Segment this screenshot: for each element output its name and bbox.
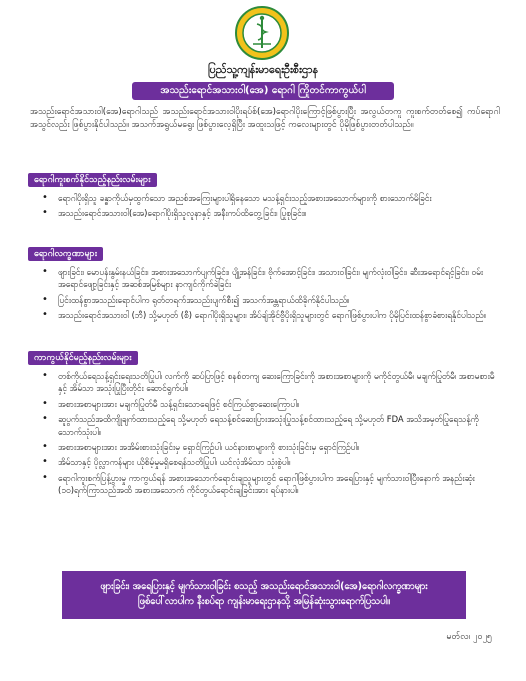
list-item: • အစားအစာများအား အအိမ်းစားသုံးခြင်းမှ ရှောင်ကြဉ်ပါ၊ ယင်နားစာများကို စားသုံးခြင်းမှ ရှောင်ကြဉ်ပါ။ xyxy=(42,441,360,453)
bullet-icon: • xyxy=(42,207,48,219)
prevention-heading: ကာကွယ်နိုင်မည့်နည်းလမ်းများ xyxy=(28,351,138,365)
publication-date: မတ်လ၊ ၂၀၂၅ xyxy=(446,632,492,642)
list-item: • ဖျားခြင်း၊ မောပန်းနွမ်းနယ်ခြင်း၊ အစားအသောက်ပျက်ခြင်း၊ ပျို့အန်ခြင်း၊ ဗိုက်အောင့်ခြင်း၊ အသားဝါခြင်း၊ မျက်လုံးဝါခြင်း၊ ဆီးအရောင်ရင့်ခြင်း၊ ဝမ်းအရောင်ဖျော့ခြင်းနှင့် အဆစ်အမြစ်များ နာကျင်ကိုက်ခဲခြင်း xyxy=(42,266,483,290)
poster-title: အသည်းရောင်အသားဝါ(အေ) ရောဂါ ကြိုတင်ကာကွယ်ပါ xyxy=(132,82,394,100)
bullet-icon: • xyxy=(42,293,48,305)
list-item: • ဆူပွက်သည်အထိကျိုချက်ထားသည့်ရေ သို့မဟုတ် ရေသန့်စင်ဆေးပြားအသုံးပြုသန့်စင်ထားသည့်ရေ သို့မဟုတ် FDA အသိအမှတ်ပြုရေသန့်ကို သောက်သုံးပါ။ xyxy=(42,413,479,437)
warning-line-2: ဖြစ်ပေါ်လာပါက နီးစပ်ရာ ကျန်းမာရေးဌာနသို့ အမြန်ဆုံးသွားရောက်ပြသပါ။ xyxy=(138,596,390,607)
list-item: • ရောဂါကူးစက်ပြန့်ပွားမှု ကာကွယ်ရန် အစားအသောက်ရောင်းချသူများတွင် ရောဂါဖြစ်ပွားပါက အရေပြားနှင့် မျက်သားဝါပြီးနောက် အနည်းဆုံး (၁၀)ရက်ကြာသည်အထိ အစားအသောက် ကိုင်တွယ်ရောင်းချခြင်းအား ရပ်နားပါ။ xyxy=(42,471,475,496)
list-item: • တစ်ကိုယ်ရေသန့်ရှင်းရေးသတိပြုပါ၊ လက်ကို ဆပ်ပြာဖြင့် စနစ်တကျ ဆေးကြောခြင်းကို အစားအစာများကို မကိုင်တွယ်မီ၊ မချက်ပြုတ်မီ၊ အစာမစားမီနှင့် အိမ်သာ အသုံးပြုပြီးတိုင်း ဆောင်ရွက်ပါ။ xyxy=(42,370,495,394)
bullet-icon: • xyxy=(42,192,48,203)
bullet-icon: • xyxy=(42,456,48,468)
ministry-of-health-seal-icon xyxy=(235,6,289,60)
bullet-icon: • xyxy=(42,309,48,321)
prevention-list xyxy=(40,370,500,500)
symptoms-list xyxy=(40,266,500,325)
list-item: • အိမ်သာနှင့် ပိုလ္လာကန်များ ယိုစိမ့်မှုမရှိစေရန်သတိပြုပါ၊ ယင်လုံအိမ်သာ သုံးစွဲပါ။ xyxy=(42,456,291,468)
transmission-list xyxy=(40,192,500,223)
bullet-icon: • xyxy=(42,471,48,483)
list-item: • အသည်းရောင်အသားဝါ (ဘီ) သို့မဟုတ် (စီ) ရောဂါပိုးရှိသူများ၊ အိပ်ချ်အိုင်ဗွီပိုးရှိသူများတွင် ရောဂါဖြစ်ပွားပါက ပိုမိုပြင်းထန်စွာခံစားရနိုင်ပါသည်။ xyxy=(42,309,486,321)
symptoms-heading: ရောဂါလက္ခဏာများ xyxy=(28,247,103,261)
intro-paragraph: အသည်းရောင်အသားဝါ(အေ)ရောဂါသည် အသည်းရောင်အသားဝါပိုးရပ်စ်(အေ)ရောဂါပိုးကြောင့်ဖြစ်ပွားပြီး အလွယ်တကူ ကူးစက်တတ်စေ၍ ကပ်ရောဂါအသွင်လည်း ဖြစ်ပွားနိုင်ပါသည်။ အသက်အရွယ်မရွေး ဖြစ်ပွားလေ့ရှိပြီး အထူးသဖြင့် ကလေးများတွင် ပိုမိုဖြစ်ပွားတတ်ပါသည်။ xyxy=(30,107,500,130)
list-item: • အစားအစာများအား မချက်ပြုတ်မီ သန့်ရှင်းသောရေဖြင့် စင်ကြယ်စွာဆေးကြောပါ။ xyxy=(42,397,300,409)
transmission-heading: ရောဂါကူးစက်နိုင်သည့်နည်းလမ်းများ xyxy=(28,173,157,187)
warning-callout xyxy=(62,571,466,619)
list-item: • ပြင်းထန်စွာအသည်းရောင်ပါက ရုတ်တရက်အသည်းပျက်စီး၍ အသက်အန္တရာယ်ထိခိုက်နိုင်ပါသည်။ xyxy=(42,293,350,305)
warning-line-1: ဖျားခြင်း၊ အရေပြားနှင့် မျက်သားဝါခြင်း စသည့် အသည်းရောင်အသားဝါ(အေ)ရောဂါလက္ခဏာများ xyxy=(100,581,428,592)
bullet-icon: • xyxy=(42,397,48,409)
bullet-icon: • xyxy=(42,413,48,425)
bullet-icon: • xyxy=(42,441,48,453)
bullet-icon: • xyxy=(42,370,48,381)
list-item: • ရောဂါပိုးရှိသူ ခန္ဓာကိုယ်မှထွက်သော အညစ်အကြေးများပါရှိနေသော မသန့်ရှင်းသည့်အစားအသောက်များကို စားသောက်မိခြင်း xyxy=(42,192,432,203)
bullet-icon: • xyxy=(42,266,48,277)
list-item: • အသည်းရောင်အသားဝါ(အေ)ရောဂါပိုးရှိသူလူနာနှင့် အနီးကပ်ထိတွေ့ခြင်း၊ ပြုစုခြင်း။ xyxy=(42,207,307,219)
ministry-name: ပြည်သူ့ကျန်းမာရေးဦးစီးဌာန xyxy=(207,63,319,76)
